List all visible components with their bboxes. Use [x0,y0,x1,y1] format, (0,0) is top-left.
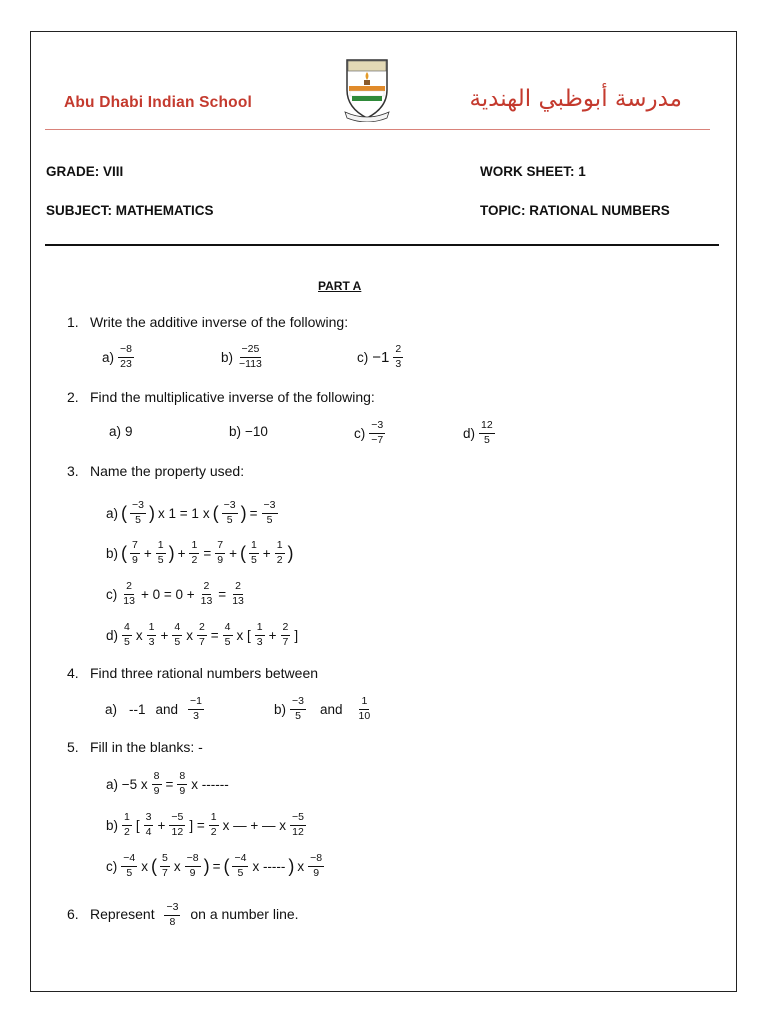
expression-text: x [141,858,148,874]
fraction: $\frac{1}{5}$ [157,539,164,566]
expression-text: = [218,586,227,602]
fraction: $\frac{1}{2}$ [210,811,217,838]
fraction: $\frac{5}{7}$ [161,852,168,879]
expression-text: x — + — x [222,817,286,833]
expression-text: a) −5 x [106,776,148,792]
expression-text: x ----- [252,858,286,874]
q5-item-b [104,812,308,838]
expression-text: x [135,627,143,643]
fraction: $\frac{-4}{5}$ [234,852,247,879]
expression-text: d) [106,627,119,643]
expression-text: = [165,776,174,792]
expression-text: a) [106,505,119,521]
fraction: $\frac{7}{9}$ [132,539,138,566]
expression-text: + [157,817,166,833]
fraction: $\frac{-3}{5}$ [223,499,236,526]
bracket: ) [203,856,210,877]
topic-label: TOPIC: RATIONAL NUMBERS [480,203,670,218]
expression-text: [ [135,817,140,833]
expression-text: = [210,627,219,643]
fraction: $\frac{-3}{5}$ [263,499,276,526]
fraction: $\frac{1}{2}$ [191,539,198,566]
expression-text: + [229,545,237,561]
fraction: $\frac{2}{13}$ [232,580,244,607]
fraction: $\frac{2}{7}$ [198,621,205,648]
q2-item-a: a) 9 [109,424,133,439]
expression-text: + [160,627,169,643]
expression-text: x [297,858,305,874]
expression-text: ] [294,627,299,643]
part-a-title: PART A [318,279,362,293]
fraction: $\frac{2}{7}$ [282,621,289,648]
expression-text: = [212,858,221,874]
question-3: 3. Name the property used: [67,463,245,479]
q3-item-a [104,500,280,526]
fraction: $\frac{1}{3}$ [256,621,263,648]
expression-text: ] = [189,817,205,833]
header-divider [45,129,710,130]
q4-item-b: b) $\frac{-3}{5}$ and $\frac{1}{10}$ [274,695,371,722]
fraction: $\frac{2}{13}$ [123,580,135,607]
expression-text: b) [106,817,119,833]
school-name-english: Abu Dhabi Indian School [64,94,253,111]
bracket: ) [287,543,294,564]
bracket: ( [239,543,246,564]
subject-label: SUBJECT: MATHEMATICS [46,203,214,218]
bracket: ( [150,856,157,877]
q1-item-b: b) $\frac{-25}{-113}$ [221,343,262,370]
q4-item-a: a) --1 and $\frac{-1}{3}$ [105,695,203,722]
fraction: $\frac{-4}{5}$ [123,852,136,879]
fraction: $\frac{-5}{12}$ [171,811,184,838]
q1-item-c: c) −1 $\frac{2}{3}$ [357,343,402,370]
q2-item-d: d) $\frac{12}{5}$ [463,419,493,446]
fraction: $\frac{4}{5}$ [124,621,130,648]
question-6: 6. Represent $\frac{-3}{8}$ on a number line. [67,901,299,928]
expression-text: x ------ [191,776,229,792]
expression-text: + [268,627,277,643]
expression-text: x 1 = 1 [158,505,199,521]
fraction: $\frac{1}{2}$ [276,539,283,566]
fraction: $\frac{4}{5}$ [174,621,181,648]
fraction: $\frac{7}{9}$ [217,539,224,566]
expression-text: = [203,545,212,561]
bracket: ) [168,543,175,564]
bracket: ) [240,503,247,524]
grade-label: GRADE: VIII [46,164,124,179]
bracket: ) [149,503,155,524]
fraction: $\frac{2}{13}$ [200,580,213,607]
school-name-arabic: مدرسة أبوظبي الهندية [469,86,682,112]
q5-item-a [104,771,231,797]
q1-item-a: a) $\frac{-8}{23}$ [102,343,132,370]
fraction: $\frac{-8}{9}$ [310,852,323,879]
fraction: $\frac{8}{9}$ [153,770,160,797]
fraction: $\frac{1}{3}$ [148,621,155,648]
fraction: $\frac{-3}{5}$ [132,499,144,526]
bracket: ( [121,543,128,564]
fraction: $\frac{4}{5}$ [224,621,231,648]
fraction: $\frac{1}{5}$ [250,539,257,566]
q3-item-b [104,540,295,566]
expression-text: + [177,545,186,561]
fraction: $\frac{3}{4}$ [145,811,152,838]
worksheet-number: WORK SHEET: 1 [480,164,586,179]
fraction: $\frac{-8}{9}$ [186,852,199,879]
school-crest-icon [342,56,392,122]
q2-item-b: b) −10 [229,424,268,439]
q3-item-c [104,581,248,607]
q3-item-d [104,622,300,648]
bracket: ( [223,856,230,877]
expression-text: + 0 = 0 + [140,586,195,602]
expression-text: + [262,545,271,561]
expression-text: b) [106,545,119,561]
expression-text: = [249,505,258,521]
expression-text: c) [106,858,118,874]
q5-item-c [104,853,326,879]
question-1: 1. Write the additive inverse of the following: [67,314,349,330]
bracket: ( [121,503,128,524]
q2-item-c: c) $\frac{-3}{-7}$ [354,419,384,446]
question-5: 5. Fill in the blanks: - [67,739,203,755]
expression-text: c) [106,586,118,602]
bracket: ) [288,856,295,877]
expression-text: x [ [236,627,251,643]
expression-text: x [173,858,181,874]
fraction: $\frac{1}{2}$ [124,811,130,838]
separator-line [45,244,719,246]
question-4: 4. Find three rational numbers between [67,665,319,681]
expression-text: x [202,505,210,521]
fraction: $\frac{8}{9}$ [179,770,186,797]
expression-text: + [143,545,152,561]
expression-text: x [186,627,193,643]
bracket: ( [212,503,219,524]
question-2: 2. Find the multiplicative inverse of the following: [67,389,375,405]
fraction: $\frac{-5}{12}$ [291,811,304,838]
